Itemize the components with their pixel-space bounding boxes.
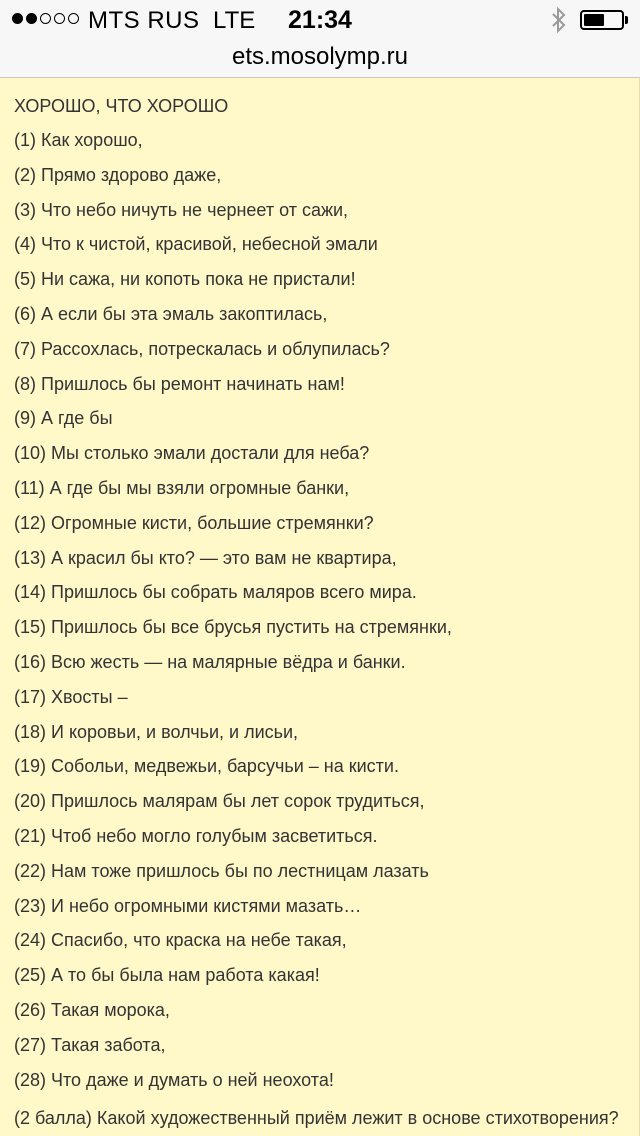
poem-line: (26) Такая морока, (14, 1000, 170, 1020)
poem-title: ХОРОШО, ЧТО ХОРОШО (14, 96, 229, 116)
battery-tip (625, 16, 628, 24)
poem-line: (20) Пришлось малярам бы лет сорок трудиться, (14, 791, 425, 812)
poem-line: (2) Прямо здорово даже, (14, 164, 222, 185)
poem-line: (16) Всю жесть — на малярные вёдра и банки. (14, 652, 406, 672)
poem-line: (13) А красил бы кто? — это вам не квартира, (14, 547, 397, 568)
poem-line: (24) Спасибо, что краска на небе такая, (14, 930, 347, 951)
poem-line: (4) Что к чистой, красивой, небесной эмали (14, 234, 378, 255)
poem-line: (5) Ни сажа, ни копоть пока не пристали! (14, 269, 356, 290)
poem-line: (12) Огромные кисти, большие стремянки? (14, 512, 374, 533)
poem-line: (7) Рассохлась, потрескалась и облупилась? (14, 338, 390, 359)
address-bar[interactable] (0, 40, 640, 78)
url-text[interactable]: ets.mosolymp.ru (231, 43, 409, 70)
poem-line: (10) Мы столько эмали достали для неба? (14, 443, 370, 464)
poem-line: (9) А где бы (14, 408, 113, 429)
poem-line: (3) Что небо ничуть не чернеет от сажи, (14, 199, 349, 220)
poem-line: (23) И небо огромными кистями мазать… (14, 895, 362, 916)
status-bar (0, 0, 640, 40)
poem-line: (8) Пришлось бы ремонт начинать нам! (14, 373, 345, 394)
poem-line: (17) Хвосты – (14, 686, 128, 707)
bluetooth-icon (550, 6, 568, 34)
poem-line: (28) Что даже и думать о ней неохота! (14, 1069, 334, 1090)
poem-line: (1) Как хорошо, (14, 130, 143, 150)
poem-line: (21) Чтоб небо могло голубым засветиться. (14, 826, 378, 846)
battery-icon (580, 10, 624, 30)
poem-line: (11) А где бы мы взяли огромные банки, (14, 478, 350, 498)
poem-line: (22) Нам тоже пришлось бы по лестницам лазать (14, 860, 429, 881)
poem-line: (27) Такая забота, (14, 1034, 166, 1055)
poem-line: (6) А если бы эта эмаль закоптилась, (14, 304, 328, 324)
question-text: (2 балла) Какой художественный приём лежит в основе стихотворения? (14, 1108, 619, 1128)
poem-line: (15) Пришлось бы все брусья пустить на стремянки, (14, 617, 452, 638)
poem-line: (25) А то бы была нам работа какая! (14, 965, 320, 986)
network-type: LTE (213, 7, 256, 34)
poem-line: (14) Пришлось бы собрать маляров всего мира. (14, 582, 417, 603)
poem-line: (19) Собольи, медвежьи, барсучьи – на кисти. (14, 756, 399, 777)
poem-line: (18) И коровьи, и волчьи, и лисьи, (14, 721, 299, 742)
battery-level (584, 14, 604, 26)
page-content (0, 78, 640, 1136)
carrier-name: MTS RUS (88, 7, 200, 34)
status-time: 21:34 (288, 6, 352, 34)
